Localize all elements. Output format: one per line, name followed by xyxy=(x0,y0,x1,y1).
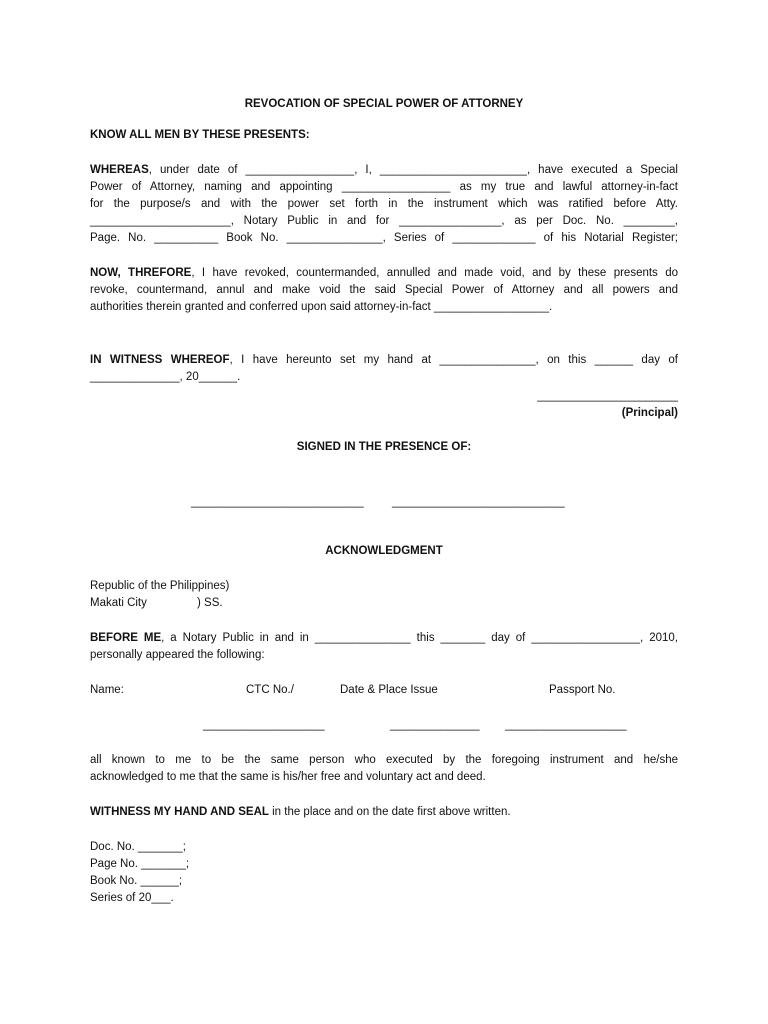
know-all-heading: KNOW ALL MEN BY THESE PRESENTS: xyxy=(90,129,310,141)
whereas-line-5: Page. No. __________ Book No. _______________, Series of _____________ of his Notarial Register; xyxy=(90,232,678,244)
witness-hand-seal xyxy=(90,804,678,821)
principal-signature-line: ______________________ xyxy=(537,390,678,402)
all-known-paragraph xyxy=(90,752,678,786)
now-therefore-line-1 xyxy=(90,265,678,282)
venue-ss: ) SS. xyxy=(197,597,223,609)
signed-presence-heading: SIGNED IN THE PRESENCE OF: xyxy=(296,441,472,453)
witness-lead: IN WITNESS WHEREOF xyxy=(90,354,230,366)
table-header-passport: Passport No. xyxy=(549,684,616,696)
all-known-line-1: all known to me to be the same person who executed by the foregoing instrument and he/she xyxy=(90,754,678,766)
witness-line-2: ______________, 20______. xyxy=(90,371,241,383)
whereas-lead: WHEREAS xyxy=(90,164,149,176)
before-me-line-1 xyxy=(90,630,678,647)
book-no: Book No. ______; xyxy=(90,875,183,887)
witness-hand-lead: WITHNESS MY HAND AND SEAL xyxy=(90,806,269,818)
series-of: Series of 20___. xyxy=(90,892,174,904)
whereas-paragraph xyxy=(90,162,678,247)
witness-line-1 xyxy=(90,352,678,369)
table-blank-ctc: ___________________ xyxy=(203,719,325,731)
table-blank-date-place: ______________ xyxy=(390,719,480,731)
whereas-line-1 xyxy=(90,162,678,179)
whereas-line-2: Power of Attorney, naming and appointing _________________ as my true and lawful attorney-in-fact xyxy=(90,181,678,193)
acknowledgment-heading: ACKNOWLEDGMENT xyxy=(325,545,443,557)
whereas-line-3: for the purpose/s and with the power set forth in the instrument which was ratified before Atty. xyxy=(90,198,678,210)
whereas-line1-text: , under date of _________________, I, _______________________, have executed a Special xyxy=(148,164,678,176)
doc-no: Doc. No. _______; xyxy=(90,841,186,853)
table-header-ctc: CTC No./ xyxy=(246,684,294,696)
witness-signature-line-right: ___________________________ xyxy=(392,496,565,508)
all-known-line-2: acknowledged to me that the same is his/her free and voluntary act and deed. xyxy=(90,771,486,783)
now-therefore-line-3: authorities therein granted and conferred upon said attorney-in-fact __________________. xyxy=(90,301,553,313)
table-header-name: Name: xyxy=(90,684,124,696)
before-me-paragraph xyxy=(90,630,678,664)
now-therefore-paragraph xyxy=(90,265,678,316)
now-therefore-line-2: revoke, countermand, annul and make void the said Special Power of Attorney and all powers and xyxy=(90,284,678,296)
before-me-line1-text: , a Notary Public in and in _______________ this _______ day of _________________, 2010, xyxy=(161,632,678,644)
witness-signature-line-left: ___________________________ xyxy=(191,496,364,508)
venue-country: Republic of the Philippines) xyxy=(90,580,230,592)
principal-label: (Principal) xyxy=(621,407,678,419)
now-therefore-lead: NOW, THREFORE xyxy=(90,267,192,279)
now-therefore-line1-text: , I have revoked, countermanded, annulled and made void, and by these presents do xyxy=(191,267,678,279)
witness-line1-text: , I have hereunto set my hand at _______________, on this ______ day of xyxy=(229,354,678,366)
before-me-lead: BEFORE ME xyxy=(90,632,162,644)
witness-whereof-paragraph xyxy=(90,352,678,386)
witness-hand-rest: in the place and on the date first above written. xyxy=(268,806,511,818)
page-no: Page No. _______; xyxy=(90,858,190,870)
venue-city: Makati City xyxy=(90,597,147,609)
table-blank-passport: ___________________ xyxy=(505,719,627,731)
document-title: REVOCATION OF SPECIAL POWER OF ATTORNEY xyxy=(244,98,524,110)
whereas-line-4: ______________________, Notary Public in and for ________________, as per Doc. No. ________, xyxy=(90,215,678,227)
table-header-date-place: Date & Place Issue xyxy=(340,684,438,696)
before-me-line-2: personally appeared the following: xyxy=(90,649,265,661)
